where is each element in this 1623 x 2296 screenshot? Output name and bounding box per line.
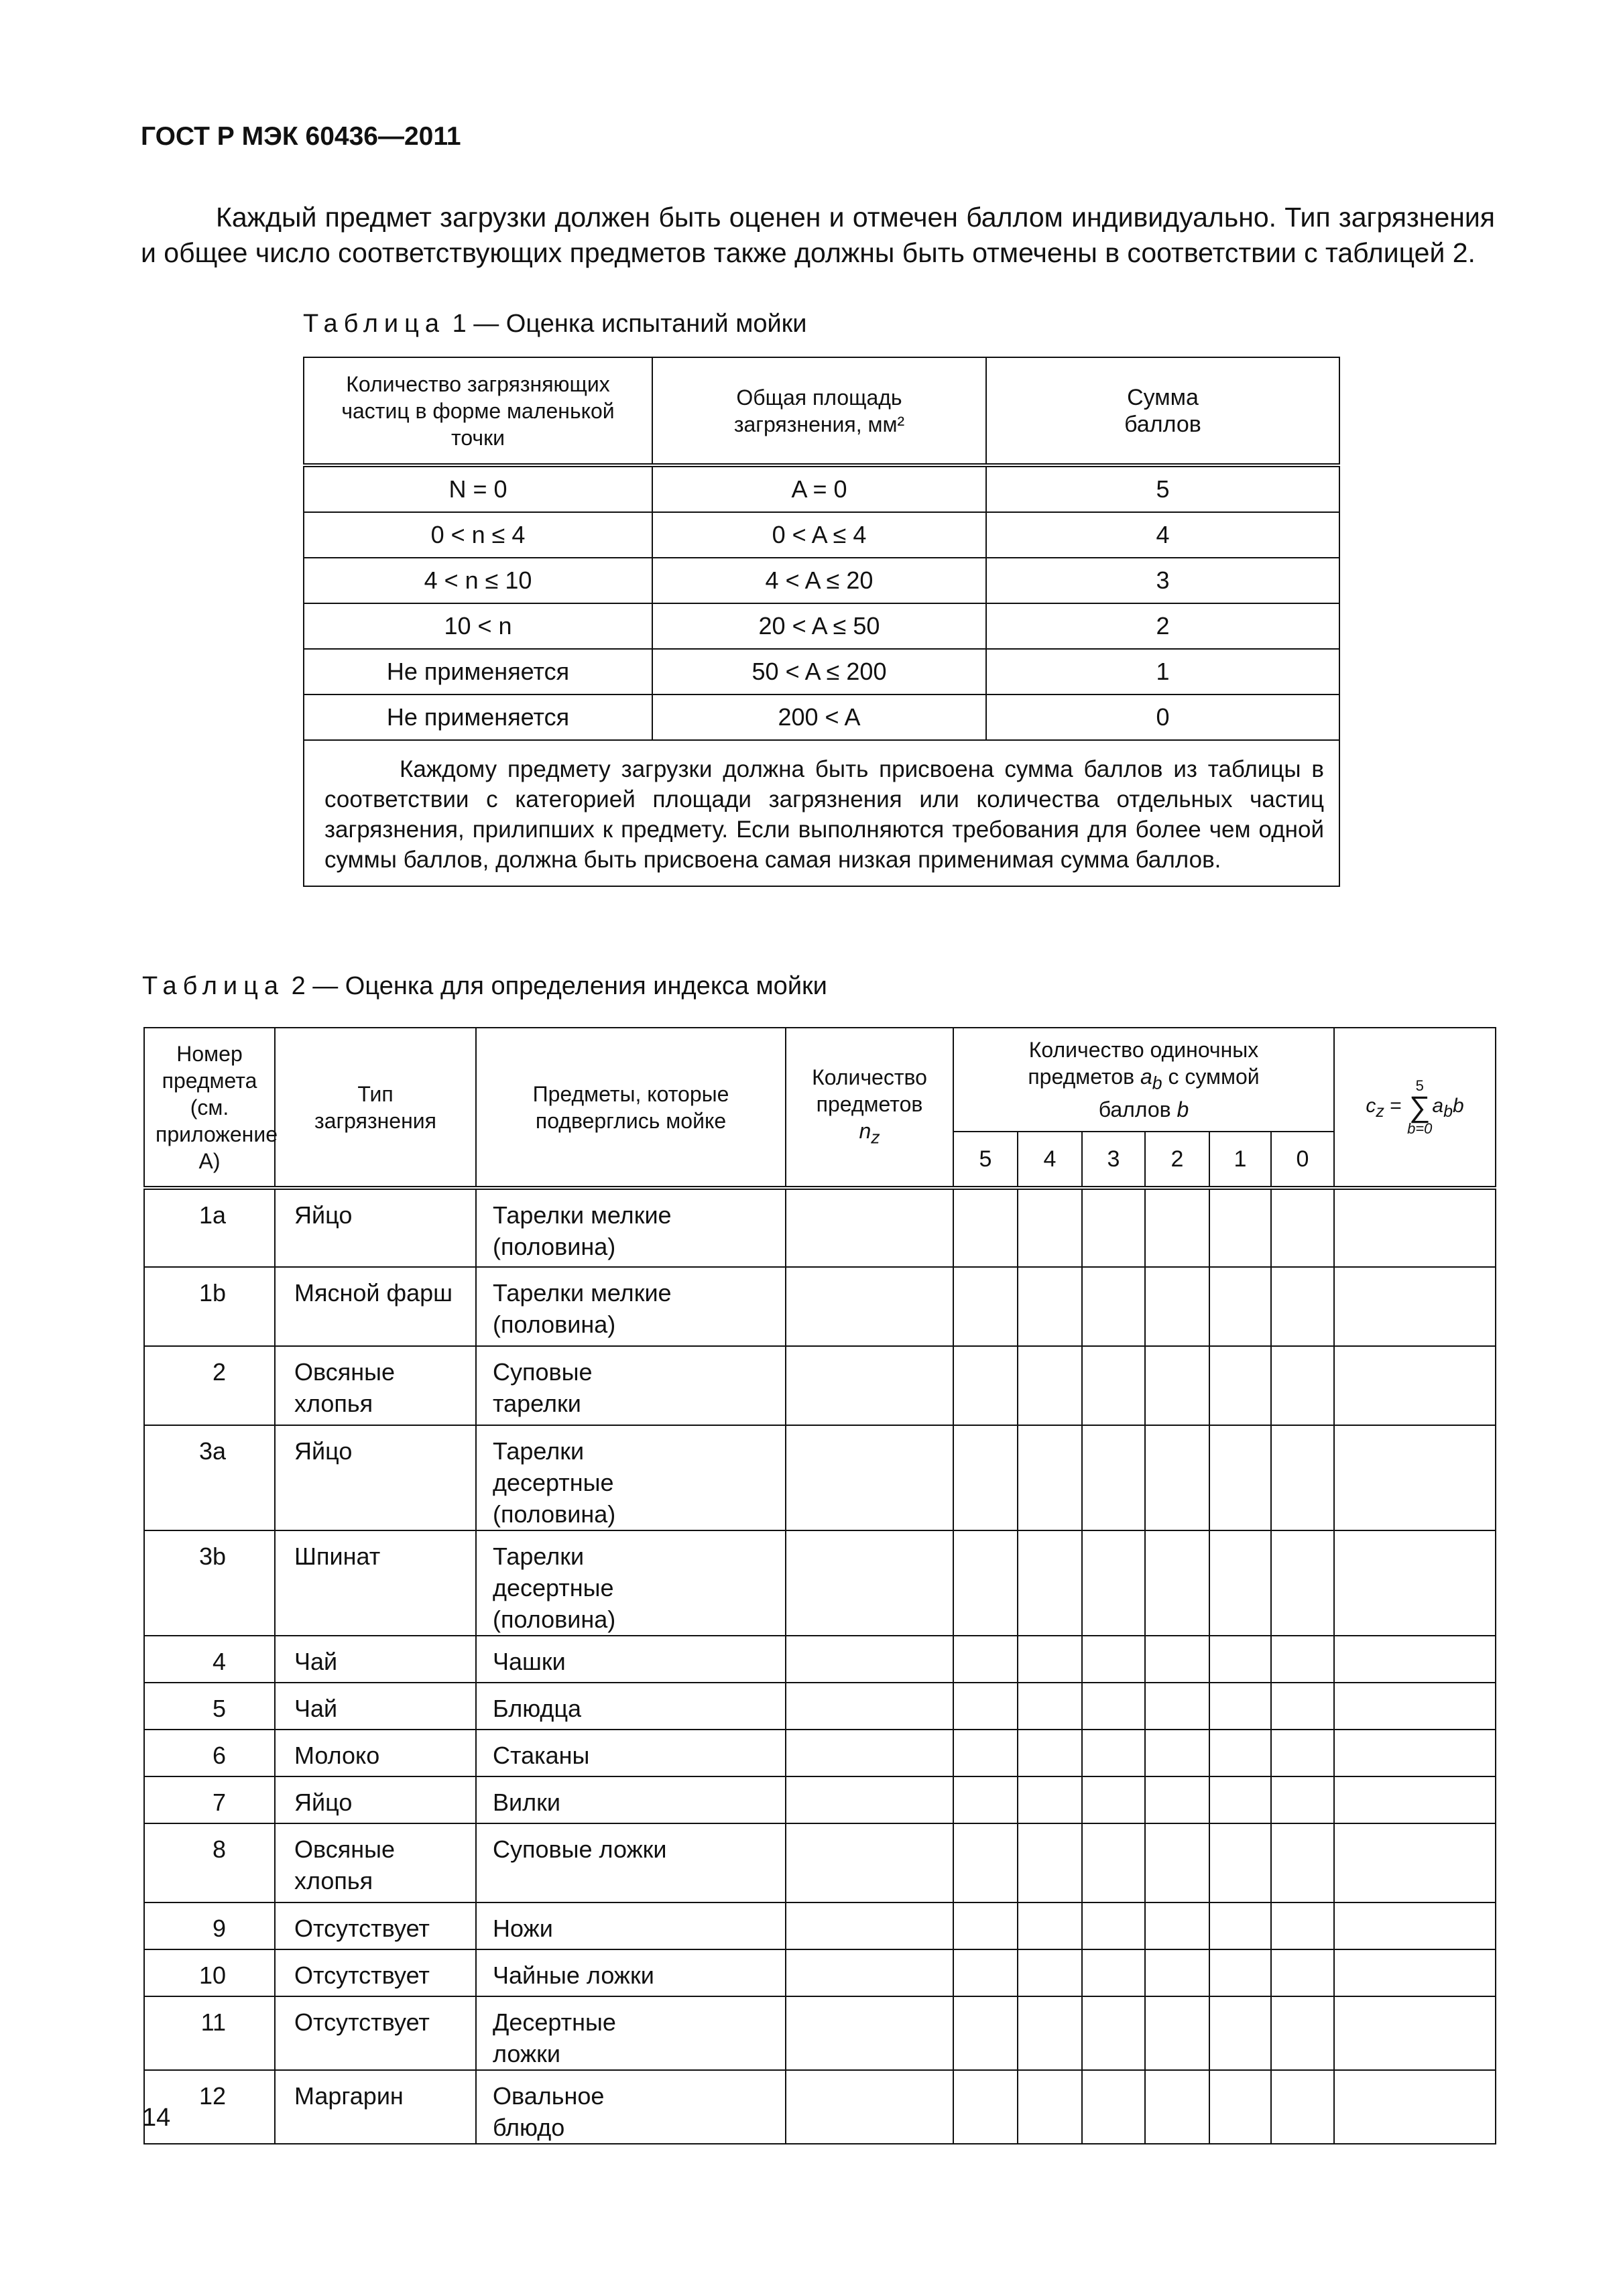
- area-cell: A = 0: [652, 465, 986, 512]
- score-count-cell[interactable]: [1271, 1949, 1334, 1996]
- formula-result-cell[interactable]: [1334, 1425, 1496, 1530]
- score-count-cell[interactable]: [953, 1530, 1018, 1636]
- score-count-cell[interactable]: [1145, 1188, 1209, 1267]
- sum-formula: $c_z$ = 5 ∑ b=0 $a_bb$: [1366, 1077, 1464, 1137]
- page-number: 14: [142, 2104, 171, 2132]
- score-count-cell[interactable]: [1209, 1730, 1271, 1776]
- soil-type-cell: Молоко: [275, 1730, 476, 1776]
- item-no-cell: 4: [144, 1636, 275, 1683]
- table2-caption: [142, 972, 827, 1001]
- object-cell: Вилки: [476, 1776, 786, 1823]
- particles-cell: 0 < n ≤ 4: [304, 512, 652, 558]
- count-cell[interactable]: [786, 1267, 953, 1346]
- count-cell[interactable]: [786, 2070, 953, 2144]
- score-count-cell[interactable]: [1209, 1996, 1271, 2070]
- table1-caption: [303, 310, 807, 339]
- table1-caption-text: 1 — Оценка испытаний мойки: [452, 310, 807, 338]
- table1-header-row: [304, 357, 1339, 465]
- table-row: [144, 1949, 1496, 1996]
- count-cell[interactable]: [786, 1776, 953, 1823]
- score-count-cell[interactable]: [1271, 2070, 1334, 2144]
- item-no-cell: 6: [144, 1730, 275, 1776]
- document-header: ГОСТ Р МЭК 60436—2011: [141, 122, 461, 151]
- particles-cell: N = 0: [304, 465, 652, 512]
- table-row: [144, 1823, 1496, 1902]
- score-col-1: 1: [1209, 1132, 1271, 1188]
- score-count-cell[interactable]: [953, 1188, 1018, 1267]
- count-cell[interactable]: [786, 1902, 953, 1949]
- score-count-cell[interactable]: [953, 1267, 1018, 1346]
- table1-header-score: Сумма баллов: [986, 357, 1339, 465]
- score-count-cell[interactable]: [1271, 1730, 1334, 1776]
- table2-caption-word: Таблица: [142, 972, 284, 1000]
- formula-result-cell[interactable]: [1334, 1636, 1496, 1683]
- score-col-0: 0: [1271, 1132, 1334, 1188]
- score-count-cell[interactable]: [1082, 1949, 1145, 1996]
- score-count-cell[interactable]: [1018, 2070, 1082, 2144]
- soil-type-cell: Отсутствует: [275, 1902, 476, 1949]
- count-cell[interactable]: [786, 1730, 953, 1776]
- table-row: [304, 603, 1339, 649]
- table1-caption-word: Таблица: [303, 310, 445, 338]
- score-count-cell[interactable]: [1271, 1530, 1334, 1636]
- table-row: [304, 512, 1339, 558]
- score-count-cell[interactable]: [1082, 1530, 1145, 1636]
- count-cell[interactable]: [786, 1346, 953, 1425]
- score-count-cell[interactable]: [1145, 1823, 1209, 1902]
- score-count-cell[interactable]: [1209, 1636, 1271, 1683]
- score-count-cell[interactable]: [1145, 1346, 1209, 1425]
- object-cell: Тарелки десертные (половина): [476, 1425, 786, 1530]
- score-count-cell[interactable]: [1209, 1902, 1271, 1949]
- score-count-cell[interactable]: [1145, 1902, 1209, 1949]
- score-count-cell[interactable]: [1271, 1267, 1334, 1346]
- score-count-cell[interactable]: [953, 1996, 1018, 2070]
- table-row: [144, 1996, 1496, 2070]
- score-count-cell[interactable]: [1145, 1683, 1209, 1730]
- table2-header-row: [144, 1028, 1496, 1132]
- score-count-cell[interactable]: [1082, 1267, 1145, 1346]
- scoring-table: [303, 357, 1340, 887]
- soil-type-cell: Яйцо: [275, 1425, 476, 1530]
- item-no-cell: 1b: [144, 1267, 275, 1346]
- score-count-cell[interactable]: [953, 1346, 1018, 1425]
- score-count-cell[interactable]: [1018, 1949, 1082, 1996]
- particles-cell: Не применяется: [304, 694, 652, 740]
- table-row: [144, 1730, 1496, 1776]
- table2-header-item-no: Номер предмета (см. приложение А): [144, 1028, 275, 1188]
- score-count-cell[interactable]: [1082, 1823, 1145, 1902]
- table2-header-count: Количество предметов $n_z$: [786, 1028, 953, 1188]
- score-count-cell[interactable]: [953, 1776, 1018, 1823]
- soil-type-cell: Яйцо: [275, 1188, 476, 1267]
- score-count-cell[interactable]: [1082, 2070, 1145, 2144]
- item-no-cell: 11: [144, 1996, 275, 2070]
- table1-note-text: Каждому предмету загрузки должна быть присвоена сумма баллов из таблицы в соответствии с категорией площади загрязнения или количества отдельных частиц загрязнения, прилипших к предмету. Если выполняются требования для более чем одной суммы баллов, должна быть присвоена самая низкая применимая сумма баллов.: [324, 756, 1324, 873]
- count-cell[interactable]: [786, 1683, 953, 1730]
- table-row: [144, 1530, 1496, 1636]
- intro-paragraph: [141, 200, 1495, 271]
- score-count-cell[interactable]: [1209, 1425, 1271, 1530]
- score-count-cell[interactable]: [1209, 1776, 1271, 1823]
- score-count-cell[interactable]: [1209, 1949, 1271, 1996]
- score-count-cell[interactable]: [1209, 1346, 1271, 1425]
- table2-caption-text: 2 — Оценка для определения индекса мойки: [291, 972, 827, 1000]
- score-count-cell[interactable]: [1082, 1683, 1145, 1730]
- count-cell[interactable]: [786, 1530, 953, 1636]
- table2-header-objects: Предметы, которые подверглись мойке: [476, 1028, 786, 1188]
- item-no-cell: 7: [144, 1776, 275, 1823]
- formula-result-cell[interactable]: [1334, 1683, 1496, 1730]
- table-row: [144, 1267, 1496, 1346]
- wash-index-table: [143, 1027, 1496, 2144]
- table1-note: [304, 740, 1339, 886]
- table-row: [144, 2070, 1496, 2144]
- score-count-cell[interactable]: [1145, 1776, 1209, 1823]
- item-no-cell: 5: [144, 1683, 275, 1730]
- object-cell: Чашки: [476, 1636, 786, 1683]
- score-count-cell[interactable]: [1018, 1530, 1082, 1636]
- particles-cell: Не применяется: [304, 649, 652, 694]
- score-count-cell[interactable]: [1209, 1683, 1271, 1730]
- table-row: [144, 1188, 1496, 1267]
- score-count-cell[interactable]: [1018, 1346, 1082, 1425]
- item-no-cell: 1a: [144, 1188, 275, 1267]
- soil-type-cell: Чай: [275, 1683, 476, 1730]
- score-count-cell[interactable]: [1271, 1823, 1334, 1902]
- score-count-cell[interactable]: [1209, 1530, 1271, 1636]
- score-count-cell[interactable]: [1082, 1425, 1145, 1530]
- object-cell: Тарелки десертные (половина): [476, 1530, 786, 1636]
- table1-header-particles: Количество загрязняющих частиц в форме маленькой точки: [304, 357, 652, 465]
- area-cell: 0 < A ≤ 4: [652, 512, 986, 558]
- score-count-cell[interactable]: [1145, 1730, 1209, 1776]
- count-cell[interactable]: [786, 1636, 953, 1683]
- score-count-cell[interactable]: [953, 1823, 1018, 1902]
- score-count-cell[interactable]: [1209, 1188, 1271, 1267]
- score-count-cell[interactable]: [1271, 1683, 1334, 1730]
- score-count-cell[interactable]: [1145, 1425, 1209, 1530]
- score-cell: 4: [986, 512, 1339, 558]
- score-cell: 3: [986, 558, 1339, 603]
- score-count-cell[interactable]: [1082, 1636, 1145, 1683]
- score-count-cell[interactable]: [1145, 1530, 1209, 1636]
- object-cell: Блюдца: [476, 1683, 786, 1730]
- formula-result-cell[interactable]: [1334, 1730, 1496, 1776]
- score-col-4: 4: [1018, 1132, 1082, 1188]
- soil-type-cell: Отсутствует: [275, 1949, 476, 1996]
- item-no-cell: 3a: [144, 1425, 275, 1530]
- formula-result-cell[interactable]: [1334, 1902, 1496, 1949]
- item-no-cell: 9: [144, 1902, 275, 1949]
- table-row: [144, 1425, 1496, 1530]
- table-row: [304, 694, 1339, 740]
- object-cell: Ножи: [476, 1902, 786, 1949]
- score-count-cell[interactable]: [1271, 1776, 1334, 1823]
- object-cell: Чайные ложки: [476, 1949, 786, 1996]
- object-cell: Суповые тарелки: [476, 1346, 786, 1425]
- area-cell: 20 < A ≤ 50: [652, 603, 986, 649]
- formula-result-cell[interactable]: [1334, 1823, 1496, 1902]
- object-cell: Тарелки мелкие (половина): [476, 1188, 786, 1267]
- object-cell: Десертные ложки: [476, 1996, 786, 2070]
- score-count-cell[interactable]: [1082, 1902, 1145, 1949]
- soil-type-cell: Овсяные хлопья: [275, 1823, 476, 1902]
- area-cell: 200 < A: [652, 694, 986, 740]
- score-cell: 5: [986, 465, 1339, 512]
- score-count-cell[interactable]: [953, 1683, 1018, 1730]
- item-no-cell: 10: [144, 1949, 275, 1996]
- score-cell: 0: [986, 694, 1339, 740]
- formula-result-cell[interactable]: [1334, 1949, 1496, 1996]
- item-no-cell: 3b: [144, 1530, 275, 1636]
- score-cell: 1: [986, 649, 1339, 694]
- table2-header-formula: [1334, 1028, 1496, 1188]
- score-count-cell[interactable]: [1082, 1730, 1145, 1776]
- table-row: [144, 1636, 1496, 1683]
- table1-note-row: [304, 740, 1339, 886]
- object-cell: Стаканы: [476, 1730, 786, 1776]
- score-count-cell[interactable]: [1018, 1996, 1082, 2070]
- soil-type-cell: Мясной фарш: [275, 1267, 476, 1346]
- table-row: [144, 1776, 1496, 1823]
- score-col-2: 2: [1145, 1132, 1209, 1188]
- score-count-cell[interactable]: [1145, 1636, 1209, 1683]
- score-count-cell[interactable]: [1271, 1996, 1334, 2070]
- formula-result-cell[interactable]: [1334, 2070, 1496, 2144]
- item-no-cell: 8: [144, 1823, 275, 1902]
- formula-result-cell[interactable]: [1334, 1267, 1496, 1346]
- item-no-cell: 12: [144, 2070, 275, 2144]
- score-count-cell[interactable]: [953, 1902, 1018, 1949]
- table-row: [304, 649, 1339, 694]
- score-count-cell[interactable]: [1018, 1902, 1082, 1949]
- object-cell: Тарелки мелкие (половина): [476, 1267, 786, 1346]
- table-row: [304, 558, 1339, 603]
- score-count-cell[interactable]: [953, 1425, 1018, 1530]
- formula-result-cell[interactable]: [1334, 1530, 1496, 1636]
- score-cell: 2: [986, 603, 1339, 649]
- score-count-cell[interactable]: [1082, 1776, 1145, 1823]
- score-count-cell[interactable]: [1082, 1188, 1145, 1267]
- count-cell[interactable]: [786, 1188, 953, 1267]
- score-count-cell[interactable]: [953, 1636, 1018, 1683]
- score-count-cell[interactable]: [1018, 1267, 1082, 1346]
- intro-text: Каждый предмет загрузки должен быть оценен и отмечен баллом индивидуально. Тип загрязнения и общее число соответствующих предметов также должны быть отмечены в соответствии с таблицей 2.: [141, 202, 1495, 268]
- soil-type-cell: Овсяные хлопья: [275, 1346, 476, 1425]
- table2-header-single-count: Количество одиночных предметов $a_b$ с суммой баллов b: [953, 1028, 1334, 1132]
- area-cell: 50 < A ≤ 200: [652, 649, 986, 694]
- soil-type-cell: Шпинат: [275, 1530, 476, 1636]
- table1-header-area: Общая площадь загрязнения, мм²: [652, 357, 986, 465]
- table-row: [144, 1683, 1496, 1730]
- score-count-cell[interactable]: [1018, 1636, 1082, 1683]
- formula-result-cell[interactable]: [1334, 1346, 1496, 1425]
- soil-type-cell: Чай: [275, 1636, 476, 1683]
- particles-cell: 10 < n: [304, 603, 652, 649]
- formula-result-cell[interactable]: [1334, 1776, 1496, 1823]
- score-count-cell[interactable]: [1018, 1730, 1082, 1776]
- score-count-cell[interactable]: [1018, 1425, 1082, 1530]
- table-row: [304, 465, 1339, 512]
- score-count-cell[interactable]: [1018, 1188, 1082, 1267]
- score-count-cell[interactable]: [1271, 1636, 1334, 1683]
- score-count-cell[interactable]: [1082, 1346, 1145, 1425]
- soil-type-cell: Яйцо: [275, 1776, 476, 1823]
- score-count-cell[interactable]: [953, 1730, 1018, 1776]
- score-col-5: 5: [953, 1132, 1018, 1188]
- area-cell: 4 < A ≤ 20: [652, 558, 986, 603]
- table-row: [144, 1346, 1496, 1425]
- item-no-cell: 2: [144, 1346, 275, 1425]
- score-col-3: 3: [1082, 1132, 1145, 1188]
- score-count-cell[interactable]: [1271, 1902, 1334, 1949]
- score-count-cell[interactable]: [1145, 1267, 1209, 1346]
- score-count-cell[interactable]: [1271, 1425, 1334, 1530]
- score-count-cell[interactable]: [1209, 2070, 1271, 2144]
- score-count-cell[interactable]: [953, 1949, 1018, 1996]
- score-count-cell[interactable]: [1018, 1823, 1082, 1902]
- count-cell[interactable]: [786, 1425, 953, 1530]
- score-count-cell[interactable]: [1209, 1267, 1271, 1346]
- soil-type-cell: Маргарин: [275, 2070, 476, 2144]
- formula-result-cell[interactable]: [1334, 1996, 1496, 2070]
- score-count-cell[interactable]: [1018, 1683, 1082, 1730]
- score-count-cell[interactable]: [1145, 1996, 1209, 2070]
- table-row: [144, 1902, 1496, 1949]
- score-count-cell[interactable]: [1145, 2070, 1209, 2144]
- score-count-cell[interactable]: [1271, 1346, 1334, 1425]
- particles-cell: 4 < n ≤ 10: [304, 558, 652, 603]
- score-count-cell[interactable]: [1145, 1949, 1209, 1996]
- count-cell[interactable]: [786, 1823, 953, 1902]
- object-cell: Овальное блюдо: [476, 2070, 786, 2144]
- score-count-cell[interactable]: [1082, 1996, 1145, 2070]
- table2-header-soil: Тип загрязнения: [275, 1028, 476, 1188]
- object-cell: Суповые ложки: [476, 1823, 786, 1902]
- count-cell[interactable]: [786, 1949, 953, 1996]
- score-count-cell[interactable]: [953, 2070, 1018, 2144]
- score-count-cell[interactable]: [1271, 1188, 1334, 1267]
- count-cell[interactable]: [786, 1996, 953, 2070]
- formula-result-cell[interactable]: [1334, 1188, 1496, 1267]
- score-count-cell[interactable]: [1209, 1823, 1271, 1902]
- score-count-cell[interactable]: [1018, 1776, 1082, 1823]
- soil-type-cell: Отсутствует: [275, 1996, 476, 2070]
